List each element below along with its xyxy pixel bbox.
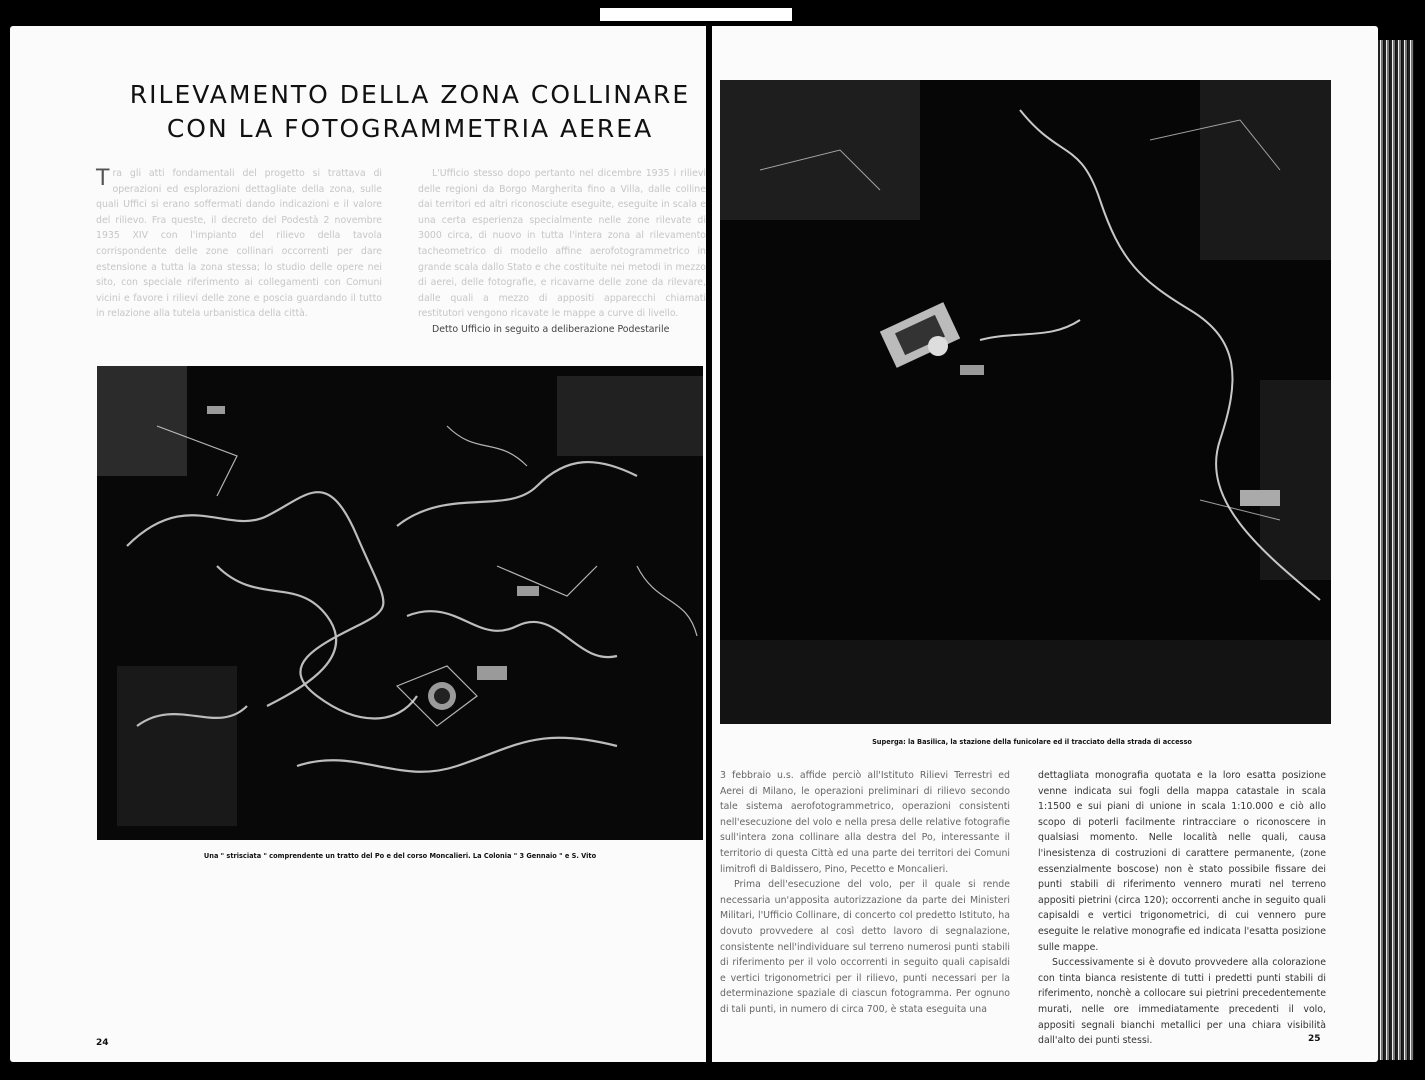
intro-text-2: L'Ufficio stesso dopo pertanto nel dicembre 1935 i rilievi delle regioni da Borgo Margherita fino a Villa, dalle colline dai territori ed altri riconosciute eseguite, eseguite in scala e una certa esperienza specialmente nelle zone rilevate di 3000 circa, di nuovo in tutta l'intera zona al rilevamento tacheometrico di modello affine aerofotogrammetrico in grande scala dallo Stato e che costituite nei metodi in mezzo di aerei, delle fotografie, e ricavarne delle zone da rilevare, dalle quali a mezzo di appositi apparecchi chiamati restitutori vengono ricavate le mappe a curve di livello.: [418, 168, 706, 320]
intro-column-2: [418, 166, 706, 338]
body-col1-p1: 3 febbraio u.s. affide perciò all'Istituto Rilievi Terrestri ed Aerei di Milano, le operazioni preliminari di rilievo secondo tale sistema aerofotogrammetrico, operazioni consistenti nell'esecuzione del volo e nella presa delle relative fotografie sull'intera zona collinare alla destra del Po, interessante il territorio di questa Città ed una parte dei territori dei Comuni limitrofi di Baldissero, Pino, Pecetto e Moncalieri.: [720, 770, 1010, 875]
intro-text-1: ra gli atti fondamentali del progetto si trattava di operazioni ed esplorazioni dettagliate della zona, sulle quali Uffici si erano soffermati dando indicazioni e il valore del rilievo. Fra queste, il decreto del Podestà 2 novembre 1935 XIV con l'impianto del rilievo della tavola corrispondente delle zone collinari occorrenti per dare estensione a tutta la zona stessa; lo studio delle opere nei sito, con speciale riferimento ai collegamenti con Comuni vicini e favore i rilievi delle zone e poscia guardando il tutto in relazione alla tutela urbanistica della città.: [96, 168, 382, 320]
top-tab: [600, 8, 792, 21]
left-page: [10, 26, 706, 1062]
page-number-right: 25: [1308, 1034, 1321, 1044]
body-column-1: [720, 768, 1010, 1018]
book-page-edges: [1378, 40, 1414, 1060]
right-photo-caption: Superga: la Basilica, la stazione della funicolare ed il tracciato della strada di accesso: [872, 738, 1192, 746]
body-col1-p2: Prima dell'esecuzione del volo, per il quale si rende necessaria un'apposita autorizzazione da parte dei Ministeri Militari, l'Ufficio Collinare, di concerto col predetto Istituto, ha dovuto provvedere al così detto lavoro di segnalazione, consistente nell'individuare sul terreno numerosi punti stabili di riferimento per il volo occorrenti in seguito quali capisaldi e vertici trigonometrici per il rilievo, punti necessari per la determinazione spaziale di ciascun fotogramma. Per ognuno di tali punti, in numero di circa 700, è stata eseguita una: [720, 879, 1010, 1015]
article-title-line2: CON LA FOTOGRAMMETRIA AEREA: [166, 114, 654, 143]
drop-cap: T: [96, 166, 110, 191]
right-page: [712, 26, 1378, 1062]
body-col2-p1: dettagliata monografia quotata e la loro esatta posizione venne indicata sui fogli della mappa catastale in scala 1:1500 e sui piani di unione in scala 1:10.000 e ciò allo scopo di poterli facilmente rintracciare o riconoscere in qualsiasi momento. Nelle località nelle quali, causa l'inesistenza di costruzioni di carattere permanente, (zone essenzialmente boscose) non è stato possibile fissare dei punti stabili di riferimento vennero murati nel terreno appositi pietrini (circa 120); occorrenti anche in seguito quali capisaldi e vertici trigonometrici, di cui vennero pure eseguite le relative monografie ed indicata l'esatta posizione sulle mappe.: [1038, 770, 1326, 953]
aerial-photo-moncalieri: [97, 366, 703, 840]
aerial-photo-superga-image: [720, 80, 1331, 724]
aerial-photo-image: [97, 366, 703, 840]
article-title-line1: RILEVAMENTO DELLA ZONA COLLINARE: [129, 80, 691, 109]
left-photo-caption: Una " strisciata " comprendente un tratto del Po e del corso Moncalieri. La Colonia " 3 Gennaio " e S. Vito: [203, 852, 597, 860]
intro-text-2-last: Detto Ufficio in seguito a deliberazione Podestarile: [432, 323, 670, 335]
aerial-photo-superga: [720, 80, 1331, 724]
body-column-2: [1038, 768, 1326, 1049]
body-col2-p2: Successivamente si è dovuto provvedere alla colorazione con tinta bianca resistente di tutti i predetti punti stabili di riferimento, nonchè a collocare sui pietrini precedentemente murati, nelle ore immediatamente precedenti il volo, appositi segnali bianchi metallici per una chiara visibilità dall'alto dei punti stessi.: [1038, 957, 1326, 1047]
page-number-left: 24: [96, 1038, 109, 1048]
intro-column-1: [96, 166, 382, 322]
